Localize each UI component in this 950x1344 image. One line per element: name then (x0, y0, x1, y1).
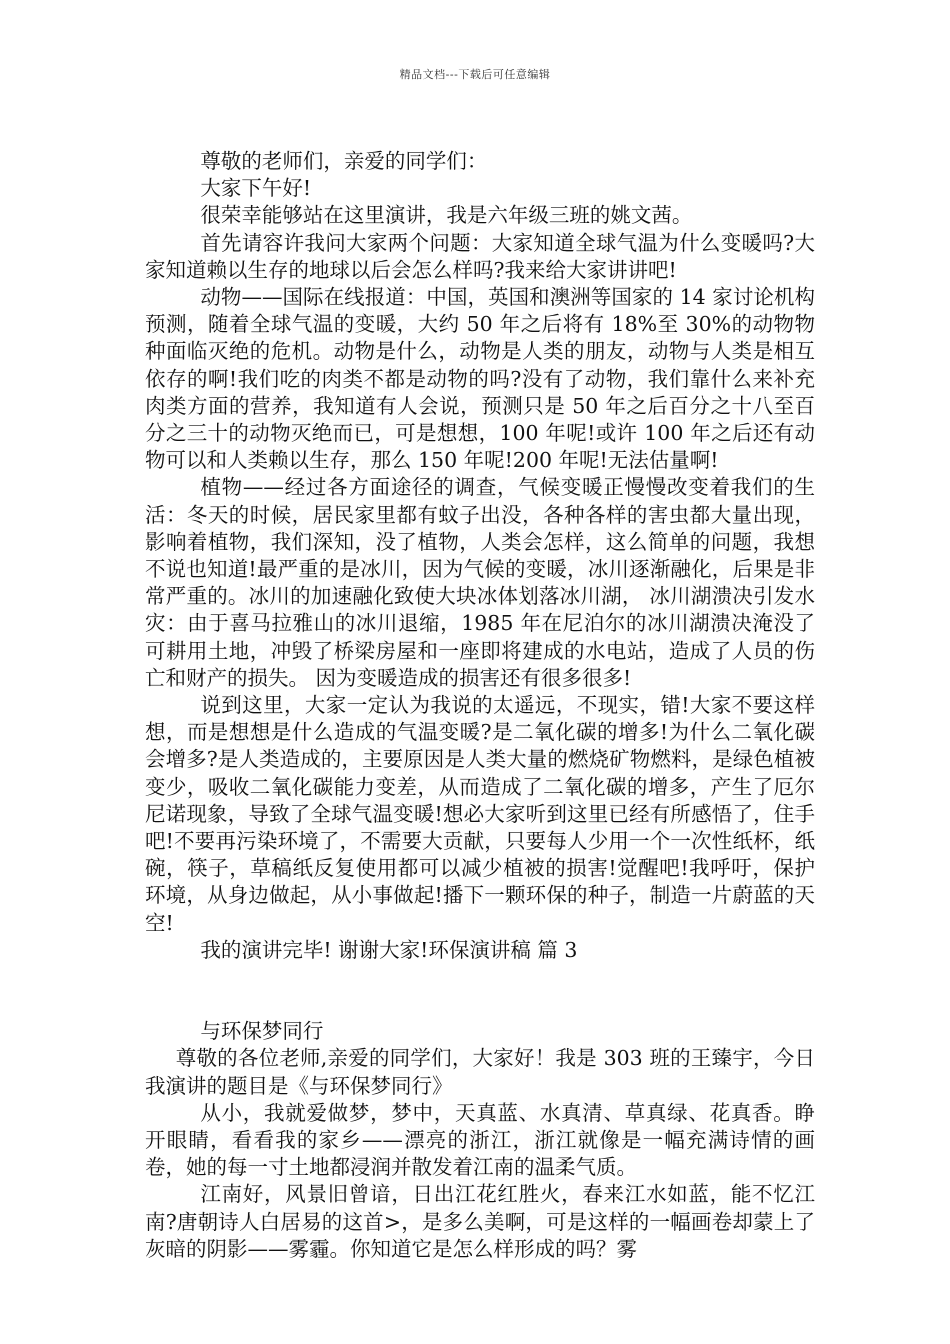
paragraph: 说到这里，大家一定认为我说的太遥远，不现实，错!大家不要这样想，而是想想是什么造成的气温变暖?是二氧化碳的增多!为什么二氧化碳会增多?是人类造成的，主要原因是人类大量的燃烧矿物燃料，是绿色植被变少，吸收二氧化碳能力变差，从而造成了二氧化碳的增多，产生了厄尔尼诺现象，导致了全球气温变暖!想必大家听到这里已经有所感悟了，住手吧!不要再污染环境了，不需要大贡献，只要每人少用一个一次性纸杯，纸碗，筷子，草稿纸反复使用都可以减少植被的损害!觉醒吧!我呼吁，保护环境，从身边做起，从小事做起!播下一颗环保的种子，制造一片蔚蓝的天空! (145, 693, 815, 935)
section-title: 与环保梦同行 (200, 1019, 324, 1044)
paragraph: 很荣幸能够站在这里演讲，我是六年级三班的姚文茜。 (200, 203, 693, 228)
paragraph: 动物——国际在线报道：中国，英国和澳洲等国家的 14 家讨论机构预测，随着全球气温的变暖，大约 50 年之后将有 18%至 30%的动物物种面临灭绝的危机。动物是什么，动物是人类的朋友，动物与人类是相互依存的啊!我们吃的肉类不都是动物的吗?没有了动物，我们靠什么来补充肉类方面的营养，我知道有人会说，预测只是 50 年之后百分之十八至百分之三十的动物灭绝而已，可是想想，100 年呢!或许 100 年之后还有动物可以和人类赖以生存，那么 150 年呢!200 年呢!无法估量啊! (145, 285, 815, 473)
document-body (145, 148, 815, 1263)
paragraph: 植物——经过各方面途径的调查，气候变暖正慢慢改变着我们的生活：冬天的时候，居民家里都有蚊子出没，各种各样的害虫都大量出现，影响着植物，我们深知，没了植物，人类会怎样，这么简单的问题，我想不说也知道!最严重的是冰川，因为气候的变暖，冰川逐渐融化，后果是非常严重的。冰川的加速融化致使大块冰体划落冰川湖， 冰川湖溃决引发水灾：由于喜马拉雅山的冰川退缩，1985 年在尼泊尔的冰川湖溃决淹没了可耕用土地，冲毁了桥梁房屋和一座即将建成的水电站，造成了人员的伤亡和财产的损失。 因为变暖造成的损害还有很多很多! (145, 475, 815, 690)
paragraph: 从小，我就爱做梦，梦中，天真蓝、水真清、草真绿、花真香。睁开眼睛，看看我的家乡——漂亮的浙江，浙江就像是一幅充满诗情的画卷，她的每一寸土地都浸润并散发着江南的温柔气质。 (145, 1100, 815, 1180)
salutation: 尊敬的老师们，亲爱的同学们： (200, 149, 488, 173)
greeting: 大家下午好! (200, 176, 312, 201)
page-header: 精品文档---下载后可任意编辑 (399, 68, 551, 81)
paragraph: 江南好，风景旧曾谙，日出江花红胜火，春来江水如蓝，能不忆江南?唐朝诗人白居易的这首>，是多么美啊，可是这样的一幅画卷却蒙上了灰暗的阴影——雾霾。你知道它是怎么样形成的吗？雾 (145, 1182, 815, 1261)
paragraph: 首先请容许我问大家两个问题：大家知道全球气温为什么变暖吗?大家知道赖以生存的地球以后会怎么样吗?我来给大家讲讲吧! (145, 230, 815, 282)
paragraph: 尊敬的各位老师,亲爱的同学们，大家好！我是 303 班的王臻宇，今日我演讲的题目是《与环保梦同行》 (145, 1046, 815, 1098)
spacer (145, 964, 815, 1018)
closing-line: 我的演讲完毕! 谢谢大家!环保演讲稿 篇 3 (200, 937, 578, 962)
